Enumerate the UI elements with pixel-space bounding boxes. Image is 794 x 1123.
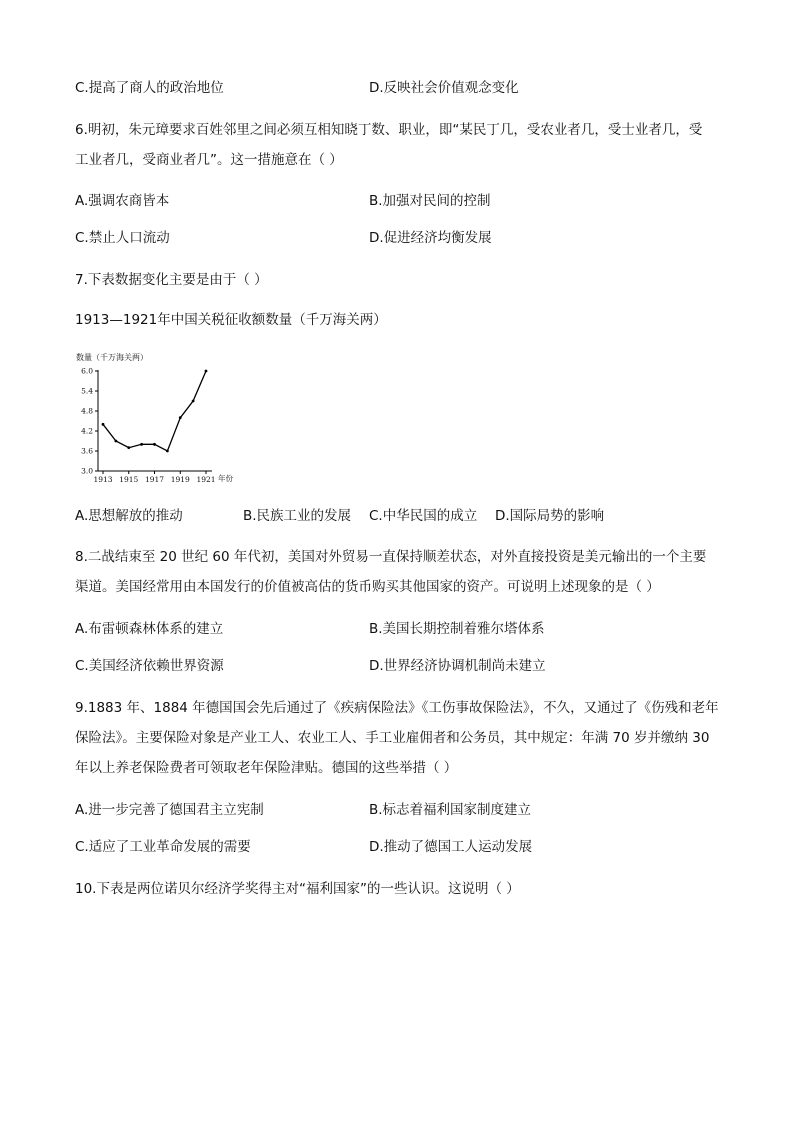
- q6-stem-line-2: 工业者几，受商业者几”。这一措施意在（ ）: [75, 152, 343, 168]
- chart-ylabel: 数量（千万海关两）: [76, 353, 148, 362]
- y-tick-label: 4.2: [81, 426, 93, 436]
- q9-option-b: B.标志着福利国家制度建立: [369, 802, 532, 818]
- q5-option-c: C.提高了商人的政治地位: [75, 80, 224, 96]
- data-point: [153, 443, 156, 446]
- q10-stem: 10.下表是两位诺贝尔经济学奖得主对“福利国家”的一些认识。这说明（ ）: [75, 881, 520, 897]
- q9-option-d: D.推动了德国工人运动发展: [369, 839, 533, 855]
- data-point: [192, 400, 195, 403]
- x-tick-label: 1915: [119, 475, 139, 484]
- q6-stem-line-1: 6.明初，朱元璋要求百姓邻里之间必须互相知晓丁数、职业，即“某民丁几，受农业者几，受士业者几，受: [75, 122, 703, 138]
- x-tick-label: 1917: [144, 475, 165, 484]
- q7-option-b: B.民族工业的发展: [243, 508, 352, 524]
- chart-series-line: [103, 371, 206, 451]
- q6-option-d: D.促进经济均衡发展: [369, 230, 492, 246]
- q7-option-d: D.国际局势的影响: [495, 508, 605, 524]
- tariff-line-chart: [72, 350, 252, 490]
- data-point: [127, 446, 130, 449]
- data-point: [114, 440, 117, 443]
- q9-stem-line-1: 9.1883 年、1884 年德国国会先后通过了《疾病保险法》《工伤事故保险法》，不久，又通过了《伤残和老年: [75, 700, 719, 716]
- q5-option-d: D.反映社会价值观念变化: [369, 80, 519, 96]
- q8-option-b: B.美国长期控制着雅尔塔体系: [369, 621, 545, 637]
- y-tick-label: 3.6: [81, 446, 93, 456]
- data-point: [102, 423, 105, 426]
- data-point: [179, 416, 182, 419]
- q7-table-title: 1913—1921年中国关税征收额数量（千万海关两）: [75, 312, 387, 328]
- y-tick-label: 5.4: [81, 386, 93, 396]
- q8-stem-line-2: 渠道。美国经常用由本国发行的价值被高估的货币购买其他国家的资产。可说明上述现象的是（ ）: [75, 579, 660, 595]
- q6-option-a: A.强调农商皆本: [75, 193, 170, 209]
- data-point: [205, 370, 208, 373]
- q8-option-a: A.布雷顿森林体系的建立: [75, 621, 224, 637]
- q6-option-b: B.加强对民间的控制: [369, 193, 491, 209]
- y-tick-label: 4.8: [81, 406, 93, 416]
- q9-option-a: A.进一步完善了德国君主立宪制: [75, 802, 264, 818]
- chart-xlabel: 年份: [218, 474, 233, 483]
- q7-option-a: A.思想解放的推动: [75, 508, 183, 524]
- q8-stem-line-1: 8.二战结束至 20 世纪 60 年代初，美国对外贸易一直保持顺差状态，对外直接投资是美元输出的一个主要: [75, 549, 707, 565]
- q7-option-c: C.中华民国的成立: [369, 508, 478, 524]
- data-point: [140, 443, 143, 446]
- q8-option-d: D.世界经济协调机制尚未建立: [369, 658, 546, 674]
- q6-option-c: C.禁止人口流动: [75, 230, 170, 246]
- x-tick-label: 1919: [170, 475, 190, 484]
- y-tick-label: 3.0: [81, 466, 93, 476]
- q8-option-c: C.美国经济依赖世界资源: [75, 658, 224, 674]
- x-tick-label: 1921: [196, 475, 216, 484]
- q9-stem-line-2: 保险法》。主要保险对象是产业工人、农业工人、手工业雇佣者和公务员，其中规定：年满 70 岁并缴纳 30: [75, 730, 710, 746]
- q7-stem: 7.下表数据变化主要是由于（ ）: [75, 272, 268, 288]
- q9-stem-line-3: 年以上养老保险费者可领取老年保险津贴。德国的这些举措（ ）: [75, 760, 458, 776]
- y-tick-label: 6.0: [81, 366, 93, 376]
- data-point: [166, 450, 169, 453]
- q9-option-c: C.适应了工业革命发展的需要: [75, 839, 251, 855]
- x-tick-label: 1913: [93, 475, 113, 484]
